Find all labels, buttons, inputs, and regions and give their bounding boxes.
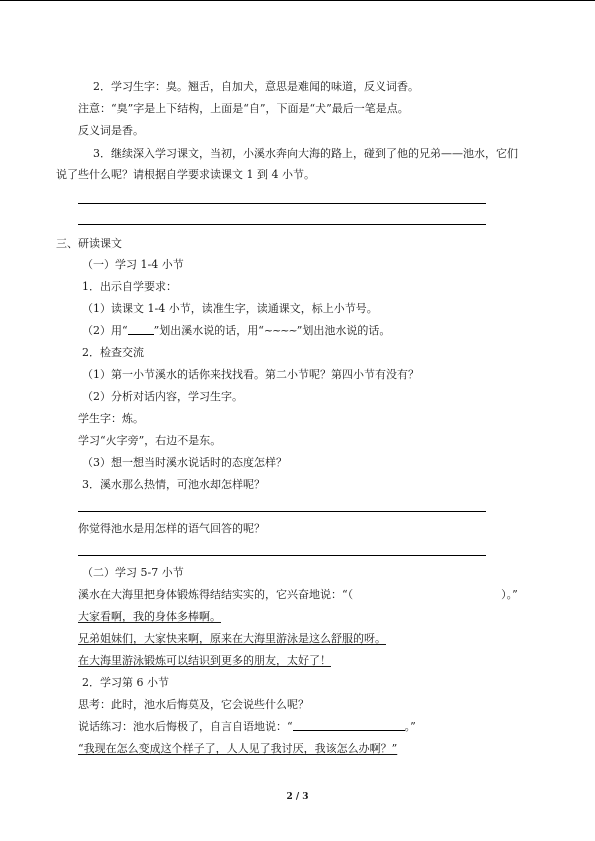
text-line: （3）想一想当时溪水说话时的态度怎样？ <box>82 456 287 469</box>
text-line: 2．检查交流 <box>82 346 144 359</box>
text-segment: 说话练习：池水后悔极了，自言自语地说：“ <box>78 720 293 733</box>
option-line: 在大海里游泳锻炼可以结识到更多的朋友，太好了！ <box>78 654 331 667</box>
text-line: 2．学习第 6 小节 <box>82 676 169 689</box>
text-line: 3．溪水那么热情，可池水却怎样呢？ <box>82 478 265 491</box>
text-line <box>78 719 416 734</box>
text-line: （2）分析对话内容，学习生字。 <box>82 390 243 403</box>
option-line: 大家看啊，我的身体多棒啊。 <box>78 610 221 623</box>
underline-mark <box>128 323 154 335</box>
text-line: 反义词是香。 <box>78 124 144 137</box>
text-segment: ）。” <box>501 588 518 601</box>
answer-line-text: “我现在怎么变成这个样子了，人人见了我讨厌，我该怎么办啊？” <box>78 742 398 755</box>
text-segment: ”划出溪水说的话，用“ <box>153 324 264 337</box>
text-line: （1）第一小节溪水的话你来找找看。第二小节呢？第四小节有没有？ <box>82 368 419 381</box>
text-line: 思考：此时，池水后悔莫及，它会说些什么呢？ <box>78 698 309 711</box>
answer-blank <box>293 719 405 731</box>
text-line: 3．继续深入学习课文，当初，小溪水奔向大海的路上，碰到了他的兄弟——池水，它们 <box>93 147 518 160</box>
answer-line <box>78 203 486 204</box>
wave-mark: ~~~~ <box>263 324 297 337</box>
text-segment: 。” <box>404 720 416 733</box>
text-segment: 溪水在大海里把身体锻炼得结结实实的，它兴奋地说：“（ <box>78 588 354 601</box>
text-line: 学习“火字旁”，右边不是东。 <box>78 434 222 447</box>
section-heading: 三、研读课文 <box>56 237 122 250</box>
text-line <box>78 587 518 602</box>
answer-line <box>78 224 486 225</box>
page-top-border <box>0 0 595 1</box>
text-line: 说了些什么呢？请根据自学要求读课文 1 到 4 小节。 <box>56 168 315 181</box>
text-line <box>82 323 390 338</box>
text-line: 注意：“臭”字是上下结构，上面是“自”，下面是“犬”最后一笔是点。 <box>78 102 409 115</box>
text-line: 1．出示自学要求： <box>82 280 177 293</box>
text-segment: （2）用“ <box>82 324 128 337</box>
sub-heading: （二）学习 5-7 小节 <box>82 566 184 579</box>
page-number: 2 / 3 <box>286 792 309 802</box>
text-segment: ”划出池水说的话。 <box>296 324 391 337</box>
answer-line <box>78 555 486 556</box>
text-line: 2．学习生字：臭。翘舌，自加犬，意思是难闻的味道，反义词香。 <box>93 80 419 93</box>
option-line: 兄弟姐妹们，大家快来啊，原来在大海里游泳是这么舒服的呀。 <box>78 632 386 645</box>
text-line: 学生字：炼。 <box>78 412 144 425</box>
answer-line <box>78 511 486 512</box>
text-line: 你觉得池水是用怎样的语气回答的呢？ <box>78 522 265 535</box>
sub-heading: （一）学习 1-4 小节 <box>82 258 184 271</box>
text-line: （1）读课文 1-4 小节，读准生字，读通课文，标上小节号。 <box>82 302 378 315</box>
